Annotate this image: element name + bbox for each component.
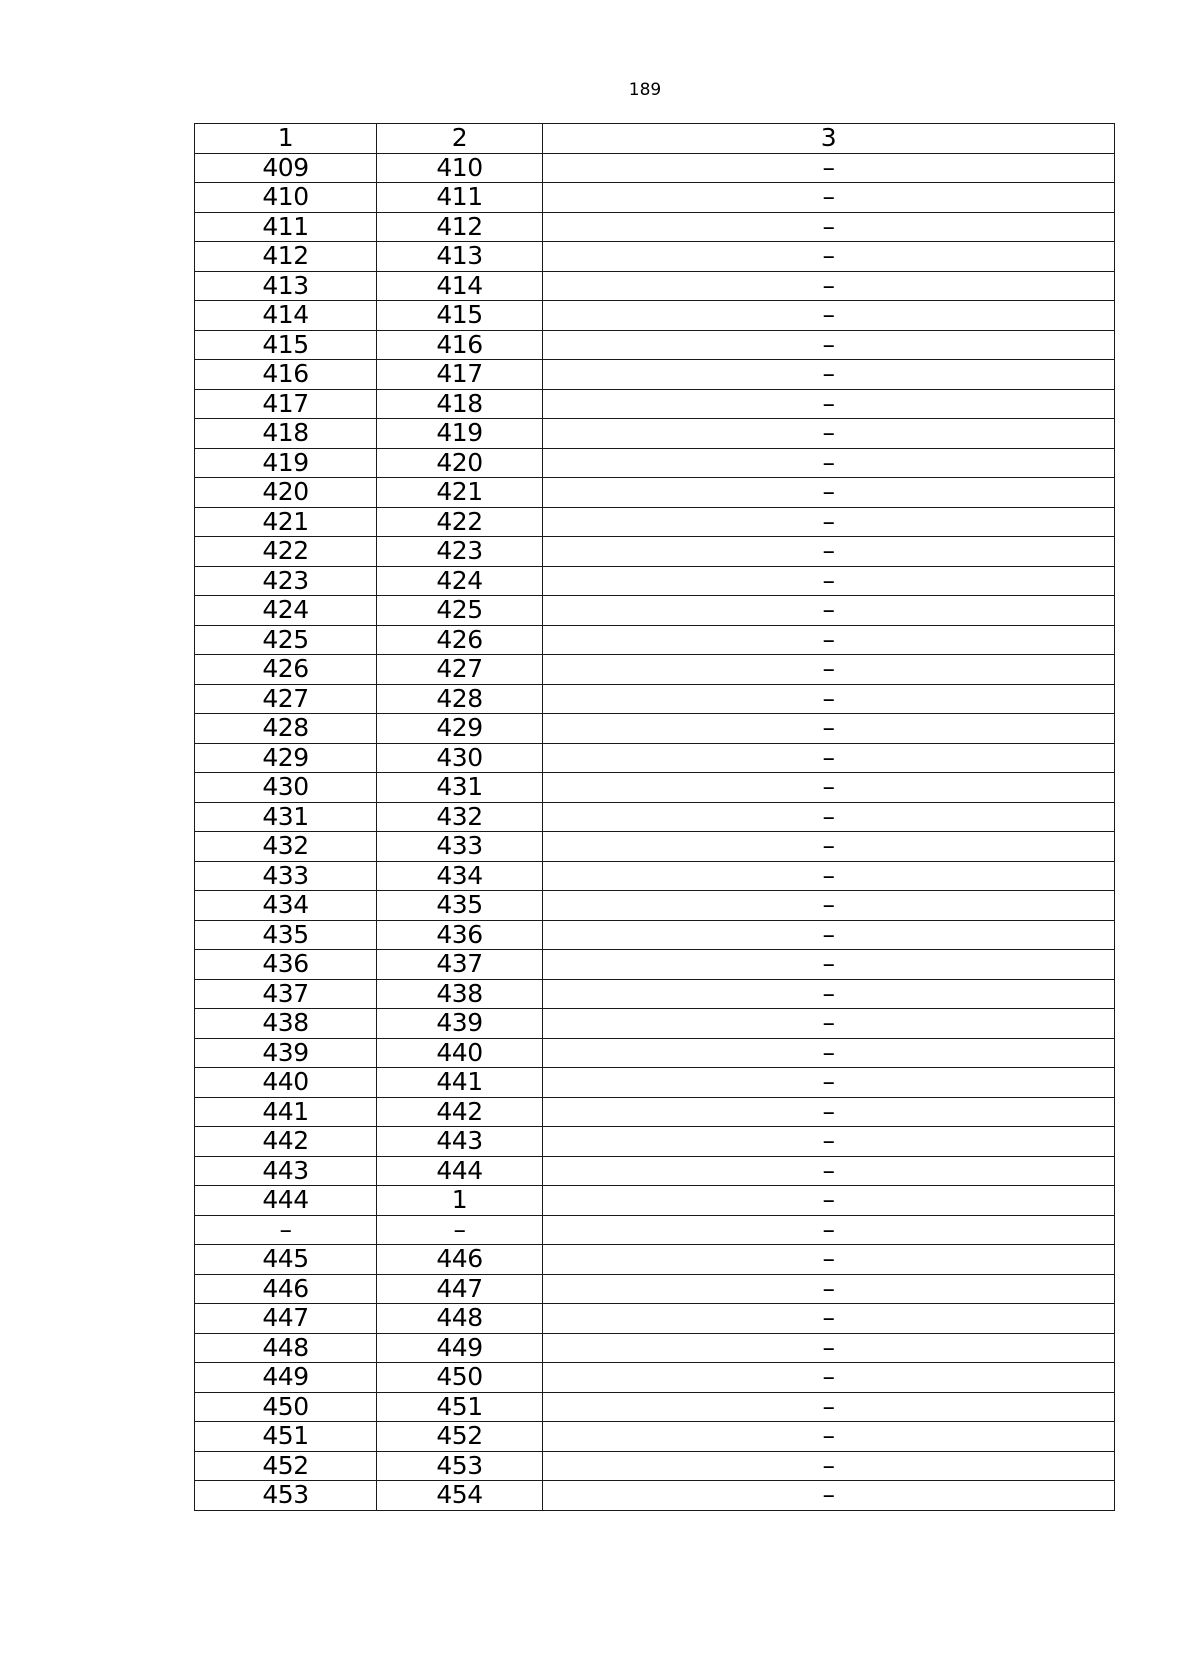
table-cell-col-3: – <box>543 920 1115 950</box>
table-cell-col-3: – <box>543 625 1115 655</box>
table-cell-col-1: 420 <box>195 478 377 508</box>
table-cell-col-1: 443 <box>195 1156 377 1186</box>
table-cell-col-1: 435 <box>195 920 377 950</box>
table-row <box>195 271 1115 301</box>
table-cell-col-1: 425 <box>195 625 377 655</box>
table-cell-col-1: 412 <box>195 242 377 272</box>
table-cell-col-3: – <box>543 1363 1115 1393</box>
table-cell-col-1: 433 <box>195 861 377 891</box>
table-row <box>195 625 1115 655</box>
table-cell-col-3: – <box>543 891 1115 921</box>
table-cell-col-2: 432 <box>377 802 543 832</box>
table-row <box>195 1304 1115 1334</box>
column-header-3: 3 <box>543 124 1115 154</box>
table-cell-col-3: – <box>543 1215 1115 1245</box>
table-cell-col-3: – <box>543 1451 1115 1481</box>
table-cell-col-1: 431 <box>195 802 377 832</box>
table-cell-col-1: 442 <box>195 1127 377 1157</box>
table-cell-col-3: – <box>543 979 1115 1009</box>
table-cell-col-2: 452 <box>377 1422 543 1452</box>
table-cell-col-2: 427 <box>377 655 543 685</box>
table-cell-col-2: 443 <box>377 1127 543 1157</box>
table-row <box>195 684 1115 714</box>
table-cell-col-2: 450 <box>377 1363 543 1393</box>
table-cell-col-1: 436 <box>195 950 377 980</box>
table-cell-col-2: 1 <box>377 1186 543 1216</box>
table-row <box>195 1215 1115 1245</box>
table-row <box>195 448 1115 478</box>
table-cell-col-1: 438 <box>195 1009 377 1039</box>
table-cell-col-2: 441 <box>377 1068 543 1098</box>
table-cell-col-2: 429 <box>377 714 543 744</box>
table-cell-col-3: – <box>543 655 1115 685</box>
table-body <box>195 124 1115 1511</box>
table-row <box>195 419 1115 449</box>
table-row <box>195 507 1115 537</box>
table-cell-col-3: – <box>543 537 1115 567</box>
table-cell-col-1: 440 <box>195 1068 377 1098</box>
table-cell-col-2: 430 <box>377 743 543 773</box>
table-cell-col-3: – <box>543 448 1115 478</box>
table-cell-col-3: – <box>543 1274 1115 1304</box>
table-cell-col-3: – <box>543 802 1115 832</box>
table-row <box>195 950 1115 980</box>
table-cell-col-3: – <box>543 301 1115 331</box>
table-cell-col-1: 421 <box>195 507 377 537</box>
table-row <box>195 891 1115 921</box>
table-row <box>195 743 1115 773</box>
table-cell-col-3: – <box>543 271 1115 301</box>
table-cell-col-1: 424 <box>195 596 377 626</box>
table-cell-col-1: 437 <box>195 979 377 1009</box>
table-cell-col-2: 424 <box>377 566 543 596</box>
table-row <box>195 1127 1115 1157</box>
table-cell-col-1: 432 <box>195 832 377 862</box>
table-cell-col-3: – <box>543 212 1115 242</box>
table-cell-col-2: 454 <box>377 1481 543 1511</box>
table-cell-col-2: 449 <box>377 1333 543 1363</box>
table-cell-col-3: – <box>543 507 1115 537</box>
table-cell-col-3: – <box>543 1304 1115 1334</box>
table-cell-col-3: – <box>543 478 1115 508</box>
table-row <box>195 1068 1115 1098</box>
table-cell-col-1: 414 <box>195 301 377 331</box>
table-cell-col-2: 415 <box>377 301 543 331</box>
table-cell-col-1: 415 <box>195 330 377 360</box>
table-cell-col-2: 435 <box>377 891 543 921</box>
table-cell-col-3: – <box>543 1127 1115 1157</box>
table-row <box>195 714 1115 744</box>
table-cell-col-1: 434 <box>195 891 377 921</box>
table-cell-col-3: – <box>543 1245 1115 1275</box>
table-row <box>195 1451 1115 1481</box>
table-cell-col-1: 444 <box>195 1186 377 1216</box>
column-header-1: 1 <box>195 124 377 154</box>
table-cell-col-3: – <box>543 832 1115 862</box>
table-cell-col-2: 438 <box>377 979 543 1009</box>
table-row <box>195 1097 1115 1127</box>
table-cell-col-1: 430 <box>195 773 377 803</box>
table-cell-col-2: 422 <box>377 507 543 537</box>
table-cell-col-2: 433 <box>377 832 543 862</box>
table-cell-col-2: 428 <box>377 684 543 714</box>
table-row <box>195 212 1115 242</box>
table-cell-col-2: 442 <box>377 1097 543 1127</box>
table-cell-col-1: 422 <box>195 537 377 567</box>
table-cell-col-2: 434 <box>377 861 543 891</box>
table-cell-col-3: – <box>543 566 1115 596</box>
table-cell-col-2: 412 <box>377 212 543 242</box>
table-cell-col-1: 419 <box>195 448 377 478</box>
table-cell-col-3: – <box>543 1333 1115 1363</box>
table-cell-col-3: – <box>543 743 1115 773</box>
table-cell-col-3: – <box>543 596 1115 626</box>
table-cell-col-3: – <box>543 1392 1115 1422</box>
table-cell-col-2: 447 <box>377 1274 543 1304</box>
table-cell-col-3: – <box>543 1156 1115 1186</box>
table-cell-col-3: – <box>543 1009 1115 1039</box>
table-cell-col-1: 446 <box>195 1274 377 1304</box>
table-cell-col-2: 425 <box>377 596 543 626</box>
table-row <box>195 920 1115 950</box>
table-cell-col-3: – <box>543 714 1115 744</box>
table-row <box>195 1333 1115 1363</box>
table-cell-col-3: – <box>543 950 1115 980</box>
table-cell-col-1: 410 <box>195 183 377 213</box>
table-cell-col-1: 441 <box>195 1097 377 1127</box>
table-cell-col-1: 418 <box>195 419 377 449</box>
table-cell-col-2: 423 <box>377 537 543 567</box>
table-cell-col-3: – <box>543 1481 1115 1511</box>
table-cell-col-2: 439 <box>377 1009 543 1039</box>
table-row <box>195 1038 1115 1068</box>
table-cell-col-3: – <box>543 389 1115 419</box>
table-row <box>195 537 1115 567</box>
table-row <box>195 655 1115 685</box>
table-cell-col-3: – <box>543 684 1115 714</box>
table-row <box>195 1156 1115 1186</box>
table-cell-col-3: – <box>543 773 1115 803</box>
table-cell-col-2: 431 <box>377 773 543 803</box>
table-cell-col-2: – <box>377 1215 543 1245</box>
table-cell-col-1: 423 <box>195 566 377 596</box>
table-cell-col-1: 453 <box>195 1481 377 1511</box>
table-row <box>195 242 1115 272</box>
table-cell-col-2: 446 <box>377 1245 543 1275</box>
table-cell-col-1: 450 <box>195 1392 377 1422</box>
table-row <box>195 773 1115 803</box>
table-cell-col-3: – <box>543 360 1115 390</box>
table-cell-col-2: 411 <box>377 183 543 213</box>
table-row <box>195 330 1115 360</box>
table-row <box>195 1392 1115 1422</box>
table-cell-col-2: 444 <box>377 1156 543 1186</box>
table-cell-col-2: 417 <box>377 360 543 390</box>
table-cell-col-1: 448 <box>195 1333 377 1363</box>
table-cell-col-2: 436 <box>377 920 543 950</box>
table-cell-col-2: 426 <box>377 625 543 655</box>
table-cell-col-3: – <box>543 242 1115 272</box>
table-cell-col-2: 453 <box>377 1451 543 1481</box>
table-row <box>195 1245 1115 1275</box>
table-row <box>195 1422 1115 1452</box>
table-cell-col-1: 411 <box>195 212 377 242</box>
table-cell-col-1: 449 <box>195 1363 377 1393</box>
table-cell-col-3: – <box>543 183 1115 213</box>
table-cell-col-2: 410 <box>377 153 543 183</box>
table-cell-col-3: – <box>543 419 1115 449</box>
table-cell-col-2: 448 <box>377 1304 543 1334</box>
table-cell-col-2: 451 <box>377 1392 543 1422</box>
table-cell-col-1: 416 <box>195 360 377 390</box>
table-row <box>195 861 1115 891</box>
table-cell-col-3: – <box>543 1186 1115 1216</box>
table-cell-col-2: 414 <box>377 271 543 301</box>
table-cell-col-1: 452 <box>195 1451 377 1481</box>
table-row <box>195 389 1115 419</box>
table-cell-col-1: 428 <box>195 714 377 744</box>
table-row <box>195 301 1115 331</box>
table-cell-col-1: 447 <box>195 1304 377 1334</box>
table-cell-col-1: 451 <box>195 1422 377 1452</box>
table-cell-col-1: 409 <box>195 153 377 183</box>
table-row <box>195 478 1115 508</box>
table-cell-col-1: 445 <box>195 1245 377 1275</box>
table-cell-col-2: 418 <box>377 389 543 419</box>
table-cell-col-2: 437 <box>377 950 543 980</box>
table-cell-col-2: 420 <box>377 448 543 478</box>
page-number: 189 <box>628 80 662 100</box>
table-row <box>195 979 1115 1009</box>
data-table <box>194 123 1115 1511</box>
table-cell-col-3: – <box>543 1038 1115 1068</box>
table-row <box>195 566 1115 596</box>
table-cell-col-3: – <box>543 330 1115 360</box>
table-cell-col-3: – <box>543 1097 1115 1127</box>
table-row <box>195 183 1115 213</box>
table-cell-col-1: 417 <box>195 389 377 419</box>
table-cell-col-1: 439 <box>195 1038 377 1068</box>
column-header-2: 2 <box>377 124 543 154</box>
table-cell-col-3: – <box>543 861 1115 891</box>
table-row <box>195 1274 1115 1304</box>
table-cell-col-1: 413 <box>195 271 377 301</box>
table-cell-col-2: 440 <box>377 1038 543 1068</box>
table-cell-col-3: – <box>543 1068 1115 1098</box>
table-row <box>195 1186 1115 1216</box>
table-row <box>195 802 1115 832</box>
table-row <box>195 1481 1115 1511</box>
table-cell-col-3: – <box>543 153 1115 183</box>
table-header-row <box>195 124 1115 154</box>
table-cell-col-2: 416 <box>377 330 543 360</box>
table-row <box>195 1363 1115 1393</box>
table-cell-col-1: 427 <box>195 684 377 714</box>
table-cell-col-1: 429 <box>195 743 377 773</box>
table-cell-col-1: 426 <box>195 655 377 685</box>
table-cell-col-2: 421 <box>377 478 543 508</box>
table-row <box>195 360 1115 390</box>
table-row <box>195 832 1115 862</box>
table-cell-col-2: 419 <box>377 419 543 449</box>
table-row <box>195 153 1115 183</box>
table-row <box>195 596 1115 626</box>
table-cell-col-1: – <box>195 1215 377 1245</box>
table-cell-col-3: – <box>543 1422 1115 1452</box>
table-cell-col-2: 413 <box>377 242 543 272</box>
table-row <box>195 1009 1115 1039</box>
